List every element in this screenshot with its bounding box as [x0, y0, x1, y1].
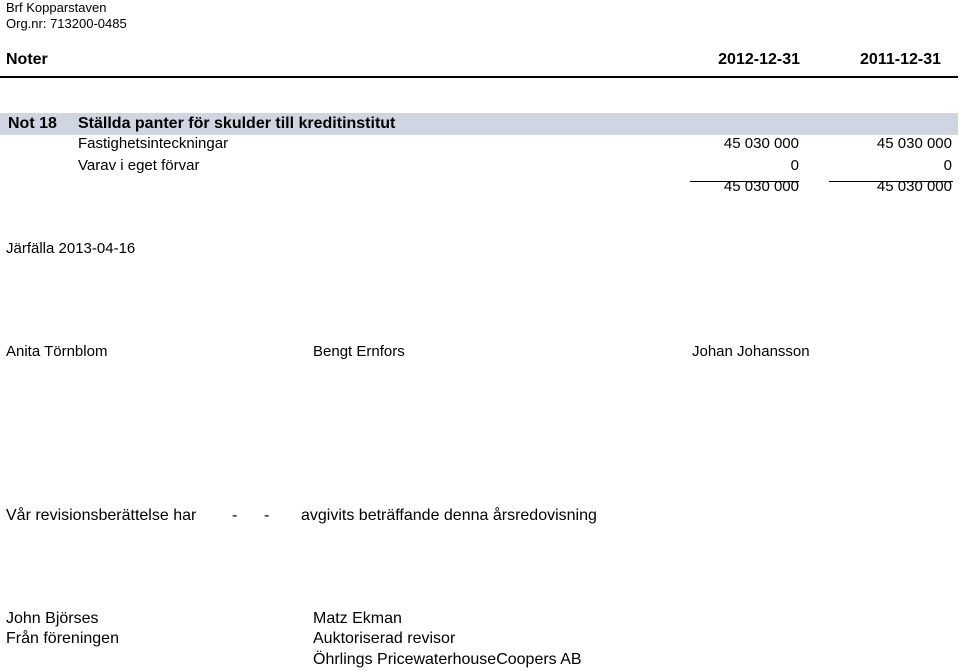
auditor-role-right: Auktoriserad revisor: [313, 630, 456, 647]
total-value-2012: 45 030 000: [723, 178, 799, 195]
row-label-fastighetsinteckningar: Fastighetsinteckningar: [78, 135, 229, 152]
note-number: Not 18: [8, 115, 57, 132]
header-divider: [0, 76, 958, 78]
signatory-name: Johan Johansson: [692, 343, 810, 360]
organization-name: Brf Kopparstaven: [6, 0, 107, 15]
row-value-2012: 0: [790, 157, 799, 174]
auditor-name-right: Matz Ekman: [313, 610, 402, 627]
section-title: Noter: [6, 51, 48, 68]
audit-date-placeholder: -: [264, 507, 270, 524]
auditor-role-left: Från föreningen: [6, 630, 119, 647]
audit-statement-suffix: avgivits beträffande denna årsredovisning: [301, 507, 597, 524]
row-value-2011: 45 030 000: [876, 135, 952, 152]
organization-number: Org.nr: 713200-0485: [6, 16, 127, 31]
audit-date-placeholder: -: [232, 507, 238, 524]
signatory-name: Bengt Ernfors: [313, 343, 405, 360]
row-label-eget-forvar: Varav i eget förvar: [78, 157, 200, 174]
row-value-2012: 45 030 000: [723, 135, 799, 152]
auditor-name-left: John Björses: [6, 610, 99, 627]
note-title: Ställda panter för skulder till kreditinstitut: [78, 115, 396, 132]
audit-statement-prefix: Vår revisionsberättelse har: [6, 507, 197, 524]
total-value-2011: 45 030 000: [876, 178, 952, 195]
auditor-firm: Öhrlings PricewaterhouseCoopers AB: [313, 651, 582, 668]
place-and-date: Järfälla 2013-04-16: [6, 240, 136, 257]
column-header-2011: 2011-12-31: [860, 51, 941, 68]
row-value-2011: 0: [943, 157, 952, 174]
column-header-2012: 2012-12-31: [718, 51, 800, 68]
signatory-name: Anita Törnblom: [6, 343, 108, 360]
